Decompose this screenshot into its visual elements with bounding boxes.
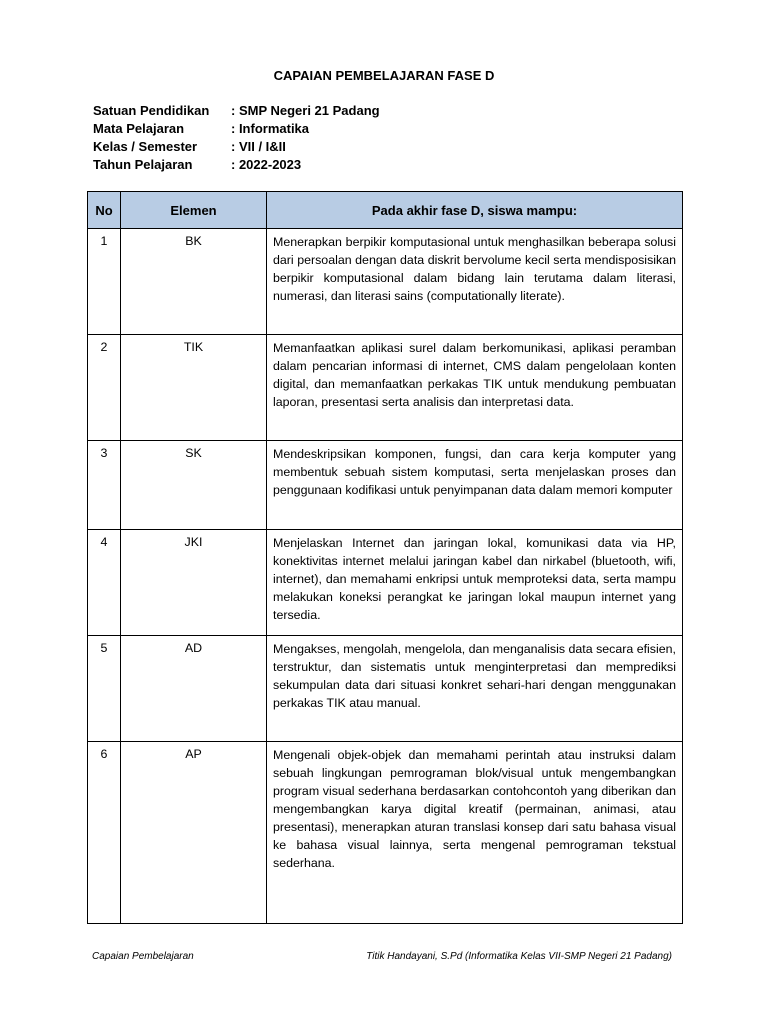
row-element: TIK (121, 335, 267, 441)
meta-label: Satuan Pendidikan (93, 103, 210, 118)
meta-label: Mata Pelajaran (93, 121, 185, 136)
footer-left: Capaian Pembelajaran (92, 951, 194, 962)
meta-value: : VII / I&II (231, 139, 286, 154)
row-element: SK (121, 441, 267, 530)
header-no: No (88, 192, 121, 229)
meta-value: : Informatika (231, 121, 310, 136)
meta-label: Kelas / Semester (93, 139, 198, 154)
row-element: JKI (121, 530, 267, 636)
meta-row-class (93, 138, 380, 156)
row-number: 3 (88, 441, 121, 530)
row-description: Menerapkan berpikir komputasional untuk menghasilkan beberapa solusi dari persoalan dengan data diskrit bervolume kecil serta mendisposisikan berpikir komputasional dalam bidang lain terutama dalam literasi, numerasi, dan literasi sains (computationally literate). (267, 229, 683, 335)
table-row (88, 636, 683, 742)
table-header-row (88, 192, 683, 229)
table-row (88, 742, 683, 924)
row-element: AD (121, 636, 267, 742)
row-description: Menjelaskan Internet dan jaringan lokal, komunikasi data via HP, konektivitas internet melalui jaringan kabel dan nirkabel (bluetooth, wifi, internet), dan memahami enkripsi untuk memproteksi data, serta mampu melakukan koneksi perangkat ke jaringan lokal maupun internet yang tersedia. (267, 530, 683, 636)
row-number: 2 (88, 335, 121, 441)
table-row (88, 530, 683, 636)
row-description: Memanfaatkan aplikasi surel dalam berkomunikasi, aplikasi peramban dalam pencarian informasi di internet, CMS dalam pengelolaan konten digital, dan memanfaatkan perkakas TIK untuk mendukung pembuatan laporan, presentasi serta analisis dan interpretasi data. (267, 335, 683, 441)
row-description: Mengakses, mengolah, mengelola, dan menganalisis data secara efisien, terstruktur, dan sistematis untuk menginterpretasi dan memprediksi sekumpulan data dari situasi konkret sehari-hari dengan menggunakan perkakas TIK atau manual. (267, 636, 683, 742)
table-row (88, 335, 683, 441)
row-description: Mengenali objek-objek dan memahami perintah atau instruksi dalam sebuah lingkungan pemrograman blok/visual untuk mengembangkan program visual sederhana berdasarkan contohcontoh yang diberikan dan mengembangkan karya digital kreatif (permainan, animasi, atau presentasi), menerapkan aturan translasi konsep dari satu bahasa visual ke bahasa visual lainnya, serta mengenal pemrograman tekstual sederhana. (267, 742, 683, 924)
meta-value: : 2022-2023 (231, 157, 302, 172)
meta-row-school (93, 102, 380, 120)
row-number: 4 (88, 530, 121, 636)
row-description: Mendeskripsikan komponen, fungsi, dan cara kerja komputer yang membentuk sebuah sistem komputasi, serta menjelaskan proses dan penggunaan kodifikasi untuk penyimpanan data dalam memori komputer (267, 441, 683, 530)
meta-row-subject (93, 120, 380, 138)
header-elemen: Elemen (121, 192, 267, 229)
row-element: BK (121, 229, 267, 335)
table-row (88, 229, 683, 335)
document-metadata (93, 102, 380, 174)
meta-label: Tahun Pelajaran (93, 157, 193, 172)
meta-value: : SMP Negeri 21 Padang (231, 103, 380, 118)
table-row (88, 441, 683, 530)
row-number: 1 (88, 229, 121, 335)
meta-row-year (93, 156, 380, 174)
row-number: 5 (88, 636, 121, 742)
row-element: AP (121, 742, 267, 924)
row-number: 6 (88, 742, 121, 924)
document-title: CAPAIAN PEMBELAJARAN FASE D (273, 68, 495, 83)
learning-outcomes-table (87, 191, 683, 924)
header-description: Pada akhir fase D, siswa mampu: (267, 192, 683, 229)
footer-right: Titik Handayani, S.Pd (Informatika Kelas VII-SMP Negeri 21 Padang) (366, 951, 672, 962)
